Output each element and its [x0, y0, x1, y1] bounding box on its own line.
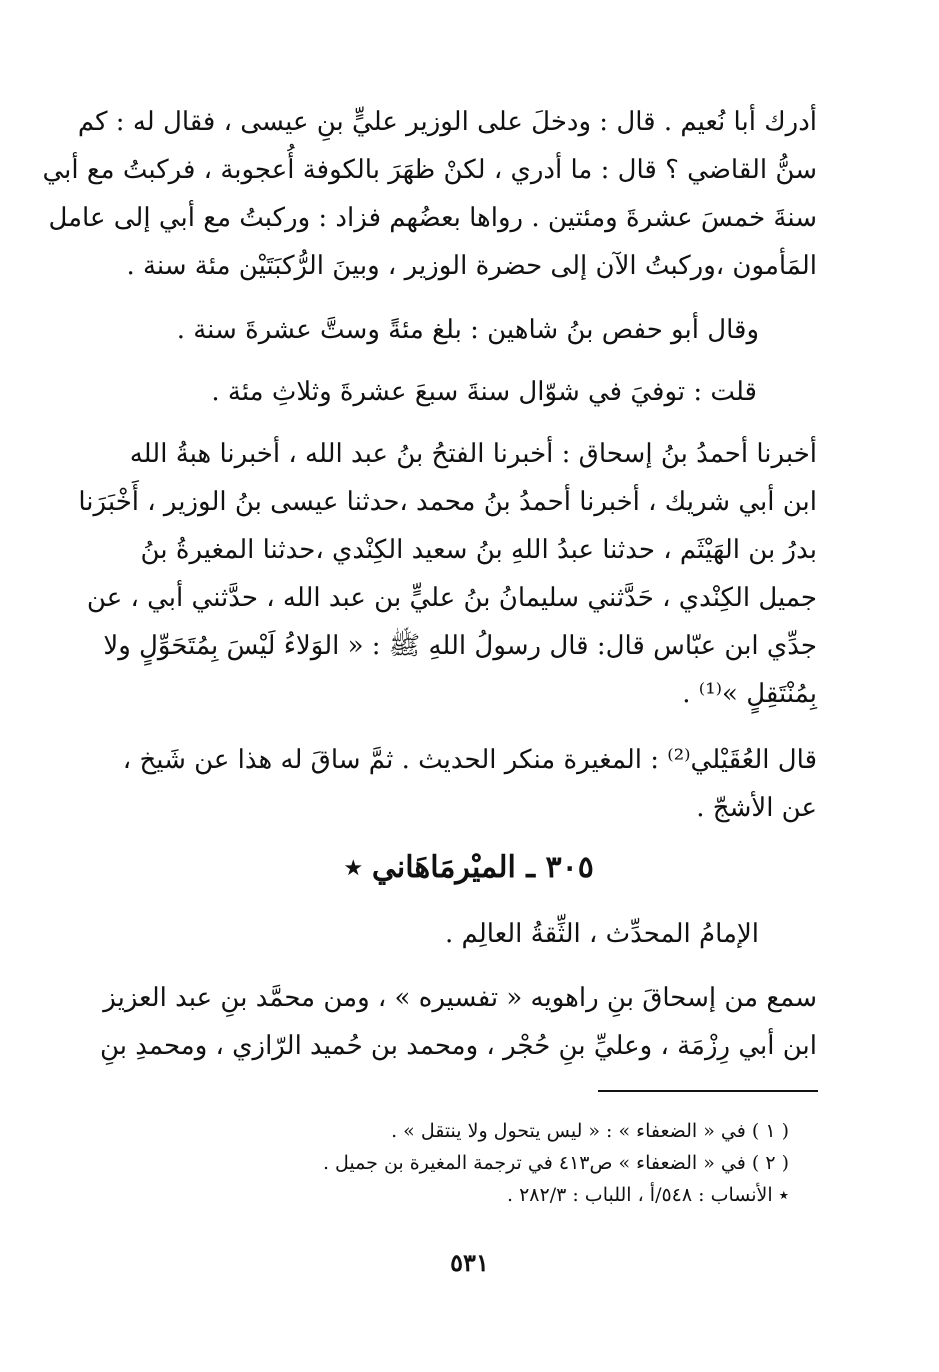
text-line: ابن أبي شريك ، أخبرنا أحمدُ بنُ محمد ،حدثنا عيسى بنُ الوزير ، أَخْبَرَنا [78, 487, 817, 517]
text-line: الإمامُ المحدِّث ، الثِّقةُ العالِم . [445, 919, 759, 949]
paragraph-4 [78, 430, 817, 718]
text-line: أدرك أبا نُعيم . قال : ودخلَ على الوزير عليٍّ بنِ عيسى ، فقال له : كم [77, 107, 817, 137]
entry-heading: ٣٠٥ ـ الميْرمَاهَاني ٭ [345, 850, 594, 885]
footnote-source: ٭ الأنساب : ٥٤٨/أ ، اللباب : ٢٨٢/٣ . [507, 1184, 789, 1206]
text-line: جدِّي ابن عبّاس قال: قال رسولُ اللهِ ﷺ : « الوَلاءُ لَيْسَ بِمُتَحَوِّلٍ ولا [103, 631, 817, 661]
paragraph-2 [149, 306, 759, 354]
paragraph-7 [100, 974, 817, 1070]
text-line: قال العُقَيْلي⁽²⁾ : المغيرة منكر الحديث . ثمَّ ساقَ له هذا عن شَيخ ، [122, 745, 817, 775]
page-number: ٥٣١ [450, 1248, 489, 1277]
paragraph-1 [42, 98, 817, 290]
text-line: سنُّ القاضي ؟ قال : ما أدري ، لكنْ ظهَرَ بالكوفة أُعجوبة ، فركبتُ مع أبي [42, 155, 817, 185]
text-line: عن الأشجّ . [696, 793, 817, 823]
text-line: سمع من إسحاقَ بنِ راهويه « تفسيره » ، ومن محمَّد بنِ عبد العزيز [103, 983, 817, 1013]
footnote-divider [598, 1090, 818, 1092]
footnote-1: ( ١ ) في « الضعفاء » : « ليس يتحول ولا ينتقل » . [391, 1120, 789, 1142]
paragraph-6 [149, 910, 759, 958]
text-line: المَأمون ،وركبتُ الآن إلى حضرة الوزير ، وبينَ الرُّكبَتَيْن مئة سنة . [126, 251, 817, 281]
text-line: بدرُ بن الهَيْثَم ، حدثنا عبدُ اللهِ بنُ سعيد الكِنْدي ،حدثنا المغيرةُ بنُ [140, 535, 817, 565]
text-line: قلت : توفيَ في شوّال سنةَ سبعَ عشرةَ وثلاثِ مئة . [211, 377, 757, 407]
footnote-2: ( ٢ ) في « الضعفاء » ص٤١٣ في ترجمة المغيرة بن جميل . [322, 1152, 789, 1174]
text-line: بِمُنْتَقِلٍ »⁽¹⁾ . [682, 679, 817, 709]
paragraph-3 [149, 368, 757, 416]
paragraph-5 [122, 736, 817, 832]
text-line: جميل الكِنْدي ، حَدَّثني سليمانُ بنُ عليٍّ بن عبد الله ، حدَّثني أبي ، عن [86, 583, 817, 613]
text-line: ابن أبي رِزْمَة ، وعليِّ بنِ حُجْر ، ومحمد بن حُميد الرّازي ، ومحمدِ بنِ [100, 1031, 817, 1061]
text-line: أخبرنا أحمدُ بنُ إسحاق : أخبرنا الفتحُ بنُ عبد الله ، أخبرنا هبةُ الله [129, 439, 817, 469]
text-line: وقال أبو حفص بنُ شاهين : بلغ مئةً وستَّ عشرةَ سنة . [176, 315, 759, 345]
text-line: سنةَ خمسَ عشرةَ ومئتين . رواها بعضُهم فزاد : وركبتُ مع أبي إلى عامل [48, 203, 817, 233]
